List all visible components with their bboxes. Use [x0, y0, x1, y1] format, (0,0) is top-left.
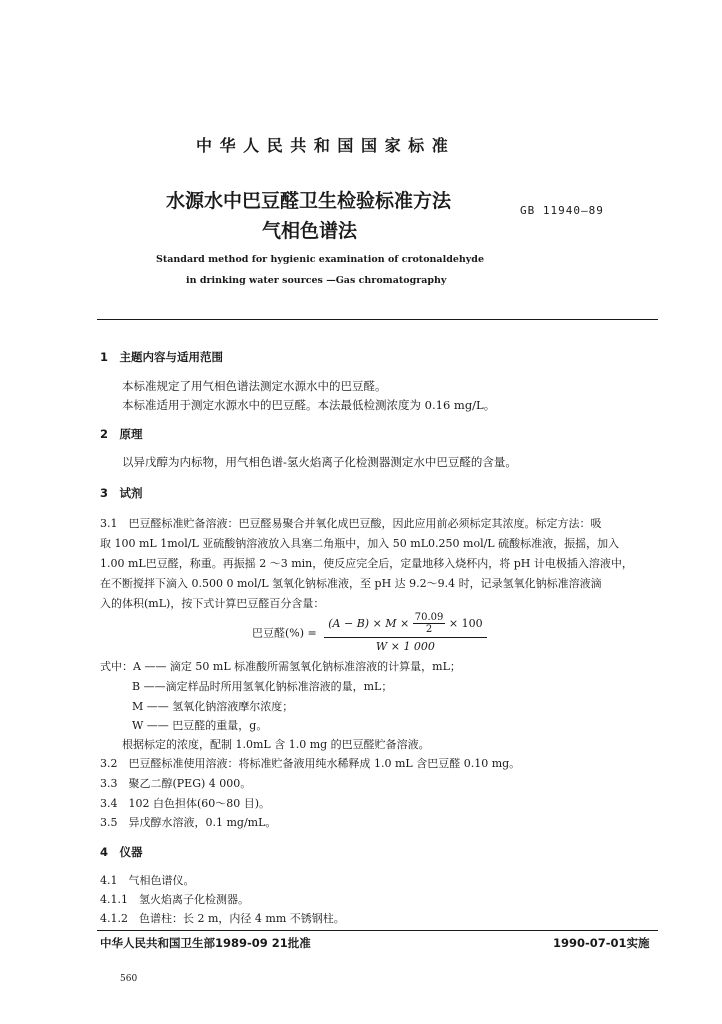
percentage-formula	[252, 612, 487, 653]
section-3-heading: 3 试剂	[100, 486, 143, 500]
english-title-line1: Standard method for hygienic examination of crotonaldehyde	[156, 254, 484, 265]
section-4-1-1: 4.1.1 氢火焰离子化检测器。	[100, 893, 249, 906]
footer-divider	[97, 930, 658, 931]
section-3-1-line-2: 取 100 mL 1mol/L 亚硫酸钠溶液放入具塞二角瓶中，加入 50 mL0.250 mol/L 硫酸标准液，振摇，加入	[100, 537, 620, 550]
formula-numerator	[324, 612, 486, 638]
standard-code: GB 11940—89	[520, 204, 604, 217]
formula-where-line-4: W —— 巴豆醛的重量，g。	[132, 719, 268, 732]
section-3-1-after: 根据标定的浓度，配制 1.0mL 含 1.0 mg 的巴豆醛贮备溶液。	[122, 738, 430, 751]
formula-lhs: 巴豆醛(%) =	[252, 626, 317, 640]
section-3-1-line-4: 在不断搅拌下滴入 0.500 0 mol/L 氢氧化钠标准液，至 pH 达 9.2～9.4 时，记录氢氧化钠标准溶液滴	[100, 577, 602, 590]
formula-num-left: (A − B) × M ×	[328, 617, 410, 630]
section-2-heading: 2 原理	[100, 427, 143, 441]
formula-denominator: W × 1 000	[375, 640, 435, 653]
section-3-1-line-5: 入的体积(mL)，按下式计算巴豆醛百分含量：	[100, 597, 325, 610]
formula-where-line-3: M —— 氢氧化钠溶液摩尔浓度；	[132, 700, 294, 713]
section-3-4: 3.4 102 白色担体(60～80 目)。	[100, 797, 271, 810]
document-title-line1: 水源水中巴豆醛卫生检验标准方法	[166, 190, 452, 212]
formula-fraction	[324, 612, 486, 653]
formula-where-line-2: B ——滴定样品时所用氢氧化钠标准溶液的量，mL；	[132, 680, 393, 693]
formula-inner-den: 2	[425, 624, 433, 635]
approval-statement: 中华人民共和国卫生部1989-09 21批准	[100, 936, 311, 950]
section-3-3: 3.3 聚乙二醇(PEG) 4 000。	[100, 777, 252, 790]
formula-inner-num: 70.09	[414, 612, 444, 623]
section-4-1: 4.1 气相色谱仪。	[100, 874, 195, 887]
section-3-2: 3.2 巴豆醛标准使用溶液：将标准贮备液用纯水稀释成 1.0 mL 含巴豆醛 0.10 mg。	[100, 757, 521, 770]
formula-num-right: × 100	[448, 617, 483, 630]
english-title-line2: in drinking water sources —Gas chromatography	[186, 275, 447, 286]
section-2-paragraph-1: 以异戊醇为内标物，用气相色谱-氢火焰离子化检测器测定水中巴豆醛的含量。	[122, 455, 517, 469]
national-standard-heading: 中 华 人 民 共 和 国 国 家 标 准	[196, 136, 449, 155]
formula-inner-fraction	[413, 612, 446, 635]
formula-where-line-1: 式中：A —— 滴定 50 mL 标准酸所需氢氧化钠标准溶液的计算量，mL；	[100, 660, 461, 673]
section-1-heading: 1 主题内容与适用范围	[100, 350, 224, 364]
section-3-1-line-3: 1.00 mL巴豆醛，称重。再振摇 2 ～3 min，使反应完全后，定量地移入烧杯内，将 pH 计电极插入溶液中，	[100, 557, 633, 570]
header-divider	[97, 319, 658, 320]
section-3-1-line-1: 3.1 巴豆醛标准贮备溶液：巴豆醛易聚合并氧化成巴豆酸，因此应用前必须标定其浓度。标定方法：吸	[100, 517, 602, 530]
effective-date: 1990-07-01实施	[553, 936, 650, 950]
document-title-line2: 气相色谱法	[262, 220, 358, 242]
section-4-1-2: 4.1.2 色谱柱：长 2 m，内径 4 mm 不锈钢柱。	[100, 912, 345, 925]
page-number: 560	[120, 974, 138, 984]
section-3-5: 3.5 异戊醇水溶液，0.1 mg/mL。	[100, 816, 277, 829]
section-4-heading: 4 仪器	[100, 845, 143, 859]
section-1-paragraph-2: 本标准适用于测定水源水中的巴豆醛。本法最低检测浓度为 0.16 mg/L。	[122, 398, 496, 412]
section-1-paragraph-1: 本标准规定了用气相色谱法测定水源水中的巴豆醛。	[122, 379, 387, 393]
